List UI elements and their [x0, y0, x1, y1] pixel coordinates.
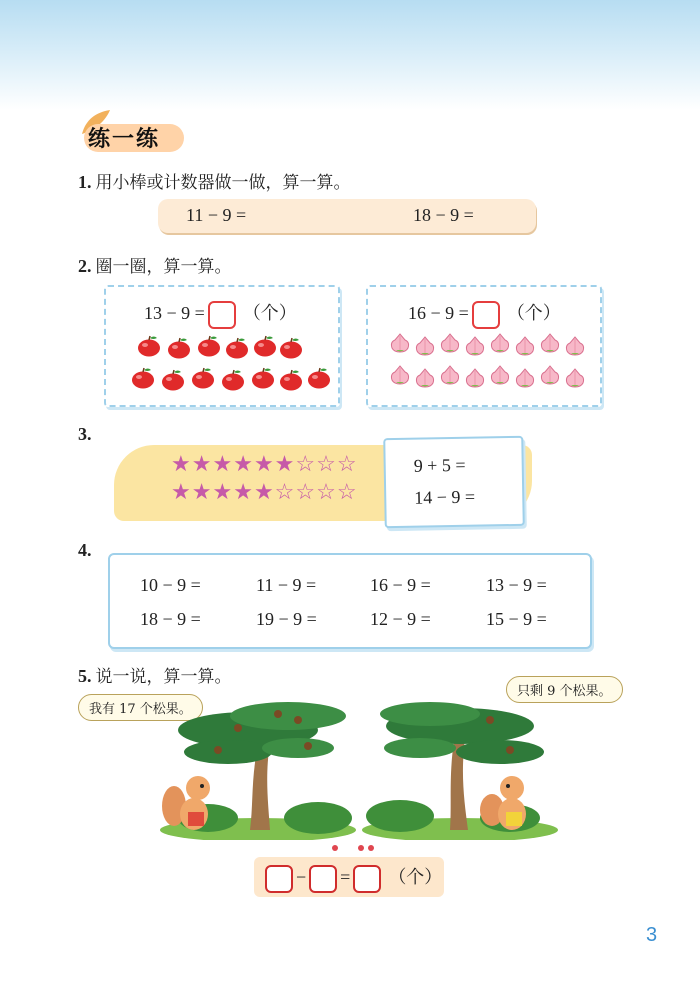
q2-text: 圈一圈，算一算。: [95, 257, 232, 277]
peach-icon: [438, 362, 462, 386]
q4-r2-c2: 19 − 9 =: [256, 609, 317, 629]
q2-right-unit: （个）: [506, 303, 561, 323]
q3-eq-b: 14 − 9 =: [414, 486, 476, 508]
apple-icon: [130, 367, 156, 389]
q3-eq-a: 9 + 5 =: [413, 454, 466, 476]
answer-box-minuend[interactable]: [265, 865, 293, 893]
star-outline-icon: ☆: [316, 452, 337, 477]
apple-icon: [190, 367, 216, 389]
apple-icon: [306, 367, 332, 389]
q2-right-equation: [408, 299, 561, 329]
dot-marker: [332, 845, 338, 851]
answer-box-subtrahend[interactable]: [309, 865, 337, 893]
star-outline-icon: ☆: [295, 452, 317, 477]
apple-icon: [196, 335, 222, 357]
q2-label: [78, 252, 232, 277]
star-outline-icon: ☆: [316, 480, 337, 505]
q2-number: 2.: [78, 256, 92, 276]
q5-unit: （个）: [388, 867, 443, 887]
q4-r1-c1: 10 − 9 =: [140, 575, 201, 595]
dot-marker: [368, 845, 374, 851]
peach-icon: [513, 365, 537, 389]
q2-left-expr: 13 − 9 =: [144, 303, 205, 323]
star-filled-icon: ★: [171, 452, 192, 477]
peach-icon: [463, 333, 487, 357]
q2-left-equation: [144, 299, 297, 329]
q2-left-unit: （个）: [242, 303, 297, 323]
answer-box[interactable]: [472, 301, 500, 329]
q5-label: [78, 662, 232, 687]
squirrel-right-icon: [478, 768, 538, 838]
apple-icon: [220, 369, 246, 391]
speech-bubble-right: 只剩 9 个松果。: [506, 676, 623, 703]
apple-icon: [252, 335, 278, 357]
q1-eq-a: 11 − 9 =: [186, 205, 247, 225]
q3-card: [383, 436, 525, 528]
q4-label: [78, 540, 96, 561]
apple-icon: [160, 369, 186, 391]
star-outline-icon: ☆: [274, 480, 296, 505]
star-filled-icon: ★: [253, 480, 275, 505]
peach-icon: [463, 365, 487, 389]
q5-text: 说一说，算一算。: [95, 667, 232, 687]
q4-r2-c3: 12 − 9 =: [370, 609, 431, 629]
peach-icon: [488, 362, 512, 386]
peach-icon: [438, 330, 462, 354]
star-filled-icon: ★: [253, 452, 275, 477]
q1-eq-b: 18 − 9 =: [413, 205, 474, 225]
q2-left-card: [104, 285, 340, 407]
answer-box[interactable]: [208, 301, 236, 329]
star-filled-icon: ★: [171, 480, 192, 505]
section-title: 练一练: [88, 127, 161, 152]
q2-right-card: [366, 285, 602, 407]
q3-number: 3.: [78, 424, 92, 444]
star-filled-icon: ★: [233, 452, 254, 477]
peach-icon: [563, 365, 587, 389]
peach-icon: [538, 362, 562, 386]
q4-r1-c4: 13 − 9 =: [486, 575, 547, 595]
q5-equals: =: [340, 867, 351, 887]
speech-bubble-left: 我有 17 个松果。: [78, 694, 203, 721]
star-outline-icon: ☆: [336, 480, 358, 505]
q5-minus: −: [296, 867, 307, 887]
apple-icon: [166, 337, 192, 359]
apple-icon: [278, 337, 304, 359]
star-filled-icon: ★: [212, 480, 234, 505]
dot-marker: [358, 845, 364, 851]
q1-text: 用小棒或计数器做一做，算一算。: [95, 173, 351, 193]
q4-r1-c3: 16 − 9 =: [370, 575, 431, 595]
apple-icon: [224, 337, 250, 359]
q1-number: 1.: [78, 172, 92, 192]
apple-icon: [278, 369, 304, 391]
apple-icon: [250, 367, 276, 389]
q5-number: 5.: [78, 666, 92, 686]
star-filled-icon: ★: [274, 452, 296, 477]
peach-icon: [388, 330, 412, 354]
q2-right-expr: 16 − 9 =: [408, 303, 469, 323]
q4-r2-c4: 15 − 9 =: [486, 609, 547, 629]
answer-box-result[interactable]: [353, 865, 381, 893]
q4-number: 4.: [78, 540, 92, 560]
peach-icon: [413, 333, 437, 357]
q5-equation: [262, 863, 442, 893]
star-filled-icon: ★: [191, 452, 213, 477]
star-outline-icon: ☆: [295, 480, 317, 505]
peach-icon: [538, 330, 562, 354]
q4-r1-c2: 11 − 9 =: [256, 575, 317, 595]
q1-label: [78, 168, 351, 193]
star-row-2: [171, 480, 358, 505]
star-row-1: [171, 452, 358, 477]
section-header: [76, 108, 216, 158]
peach-icon: [563, 333, 587, 357]
star-outline-icon: ☆: [336, 452, 358, 477]
peach-icon: [413, 365, 437, 389]
peach-icon: [513, 333, 537, 357]
star-filled-icon: ★: [191, 480, 213, 505]
star-filled-icon: ★: [233, 480, 254, 505]
q4-r2-c1: 18 − 9 =: [140, 609, 201, 629]
q3-label: [78, 424, 96, 445]
q4-card: [108, 553, 592, 649]
star-filled-icon: ★: [212, 452, 234, 477]
page-number: 3: [646, 924, 658, 946]
apple-icon: [136, 335, 162, 357]
peach-icon: [388, 362, 412, 386]
squirrel-left-icon: [160, 768, 220, 838]
peach-icon: [488, 330, 512, 354]
